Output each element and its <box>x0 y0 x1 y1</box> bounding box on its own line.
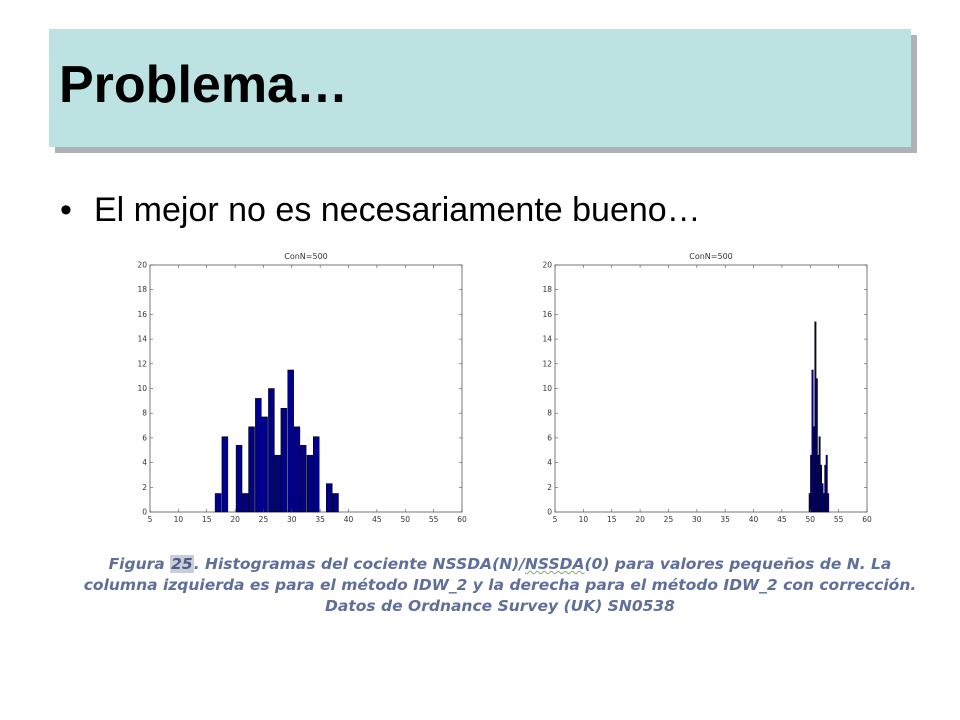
chart-title: ConN=500 <box>689 252 733 261</box>
x-tick-label: 55 <box>833 515 844 524</box>
x-tick-label: 10 <box>578 515 589 524</box>
histogram-bar <box>236 445 242 512</box>
y-tick-label: 14 <box>542 334 552 344</box>
x-tick-label: 40 <box>343 515 354 524</box>
y-tick-label: 12 <box>137 359 147 369</box>
x-tick-label: 15 <box>201 515 212 524</box>
y-tick-label: 6 <box>142 433 147 443</box>
histogram-left <box>105 245 485 530</box>
x-tick-label: 5 <box>147 515 153 524</box>
x-tick-label: 15 <box>606 515 617 524</box>
bullet-symbol: • <box>60 191 72 229</box>
caption-part2: (0) para valores pequeños de N. La columna izquierda es para el método IDW_2 y la derecha para el método IDW_2 con corrección. Datos de Ordnance Survey (UK) SN0538 <box>83 555 917 615</box>
x-tick-label: 50 <box>805 515 816 524</box>
histogram-bar <box>262 417 268 512</box>
y-tick-label: 16 <box>542 309 552 319</box>
y-tick-label: 2 <box>142 482 147 492</box>
x-tick-label: 5 <box>552 515 558 524</box>
x-tick-label: 35 <box>720 515 730 524</box>
y-tick-label: 12 <box>542 359 552 369</box>
x-tick-label: 50 <box>400 515 411 524</box>
histogram-bar <box>307 455 313 512</box>
histogram-bar <box>294 427 300 512</box>
x-tick-label: 20 <box>230 515 240 524</box>
histogram-bar <box>281 408 287 512</box>
histogram-bar <box>268 389 274 513</box>
y-tick-label: 10 <box>137 384 147 393</box>
caption-part1: . Histogramas del cociente NSSDA(N)/ <box>193 555 525 573</box>
figure-caption <box>70 554 930 617</box>
y-tick-label: 2 <box>547 482 552 492</box>
bullet-text: El mejor no es necesariamente bueno… <box>94 191 701 229</box>
x-tick-label: 30 <box>287 515 297 524</box>
x-tick-label: 45 <box>777 515 787 524</box>
chart-title: ConN=500 <box>284 252 328 261</box>
y-tick-label: 20 <box>542 260 552 270</box>
y-tick-label: 0 <box>142 507 147 517</box>
y-tick-label: 18 <box>542 285 552 295</box>
caption-underlined-term: NSSDA <box>524 555 585 573</box>
x-tick-label: 45 <box>372 515 382 524</box>
histogram-bar <box>222 437 228 512</box>
y-tick-label: 10 <box>542 384 552 393</box>
histogram-bar <box>300 445 306 512</box>
y-tick-label: 18 <box>137 285 147 295</box>
histogram-right <box>510 245 890 530</box>
histogram-bar <box>333 493 339 512</box>
histogram-bar <box>242 493 248 512</box>
histogram-bar <box>827 493 828 512</box>
histogram-bar <box>255 398 261 512</box>
histogram-bar <box>249 427 255 512</box>
title-banner <box>49 29 911 147</box>
histogram-bar <box>326 484 332 512</box>
y-tick-label: 8 <box>142 408 147 418</box>
slide-title: Problema… <box>59 56 348 114</box>
x-tick-label: 55 <box>428 515 439 524</box>
caption-prefix: Figura <box>108 555 171 573</box>
x-tick-label: 10 <box>173 515 184 524</box>
x-tick-label: 60 <box>457 515 467 524</box>
x-tick-label: 60 <box>862 515 872 524</box>
y-tick-label: 16 <box>137 309 147 319</box>
histogram-bar <box>288 370 294 512</box>
y-tick-label: 0 <box>547 507 552 517</box>
y-tick-label: 20 <box>137 260 147 270</box>
x-tick-label: 40 <box>748 515 759 524</box>
y-tick-label: 14 <box>137 334 147 344</box>
bullet-item <box>60 191 701 230</box>
y-tick-label: 4 <box>547 458 552 468</box>
y-tick-label: 4 <box>142 458 147 468</box>
histogram-bar <box>313 437 319 512</box>
y-tick-label: 6 <box>547 433 552 443</box>
histogram-bar <box>275 455 281 512</box>
y-tick-label: 8 <box>547 408 552 418</box>
caption-figure-number: 25 <box>171 555 193 573</box>
histogram-bar <box>215 493 221 512</box>
x-tick-label: 20 <box>635 515 645 524</box>
x-tick-label: 30 <box>692 515 702 524</box>
x-tick-label: 25 <box>663 515 674 524</box>
x-tick-label: 35 <box>315 515 325 524</box>
x-tick-label: 25 <box>258 515 269 524</box>
